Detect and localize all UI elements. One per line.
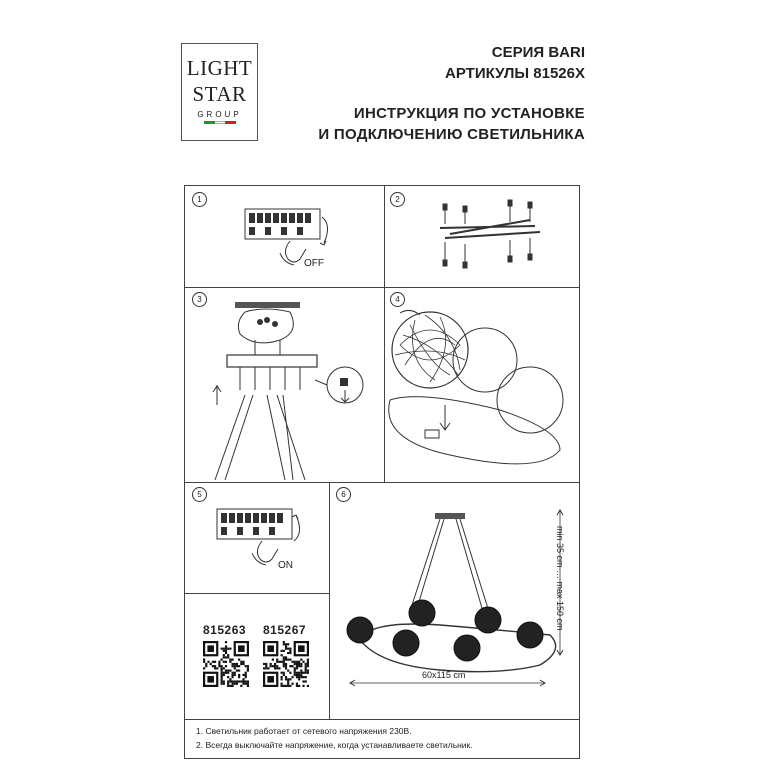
grid-line-row2 [185,482,579,483]
logo-text-star: STAR [192,82,247,106]
step-5-illustration [212,505,312,575]
step-3-badge: 3 [192,292,207,307]
instruction-title-line1: ИНСТРУКЦИЯ ПО УСТАНОВКЕ [353,105,585,122]
grid-line-row3 [185,719,579,720]
step-4-illustration [385,305,575,465]
grid-line-col-split [185,593,329,594]
height-dimension-label: min 35 cm … max 150 cm [555,526,565,631]
note-1: 1. Светильник работает от сетевого напряжения 230В. [196,726,412,736]
article-code-1: 815263 [203,623,247,637]
step-1-illustration [240,205,340,275]
step-2-badge: 2 [390,192,405,207]
step-2-illustration [430,198,550,273]
article-code-2: 815267 [263,623,307,637]
note-2: 2. Всегда выключайте напряжение, когда устанавливаете светильник. [196,740,473,750]
brand-logo [181,43,258,141]
logo-text-group: GROUP [197,110,242,119]
series-title: СЕРИЯ BARI [491,44,585,61]
grid-line-col-lower [329,482,330,719]
step-4-badge: 4 [390,292,405,307]
step-6-badge: 6 [336,487,351,502]
step-1-badge: 1 [192,192,207,207]
logo-text-light: LIGHT [186,56,253,80]
articles-title: АРТИКУЛЫ 81526X [445,65,585,82]
qr-code-815263 [203,641,249,687]
step-1-off-label: OFF [304,258,324,269]
width-dimension-label: 60x115 cm [422,670,466,680]
qr-code-815267 [263,641,309,687]
instruction-title-line2: И ПОДКЛЮЧЕНИЮ СВЕТИЛЬНИКА [318,126,585,143]
step-5-badge: 5 [192,487,207,502]
logo-flag [204,121,236,124]
step-3-illustration [205,300,375,480]
step-5-on-label: ON [278,560,293,571]
grid-line-row1 [185,287,579,288]
step-6-illustration [340,505,570,695]
